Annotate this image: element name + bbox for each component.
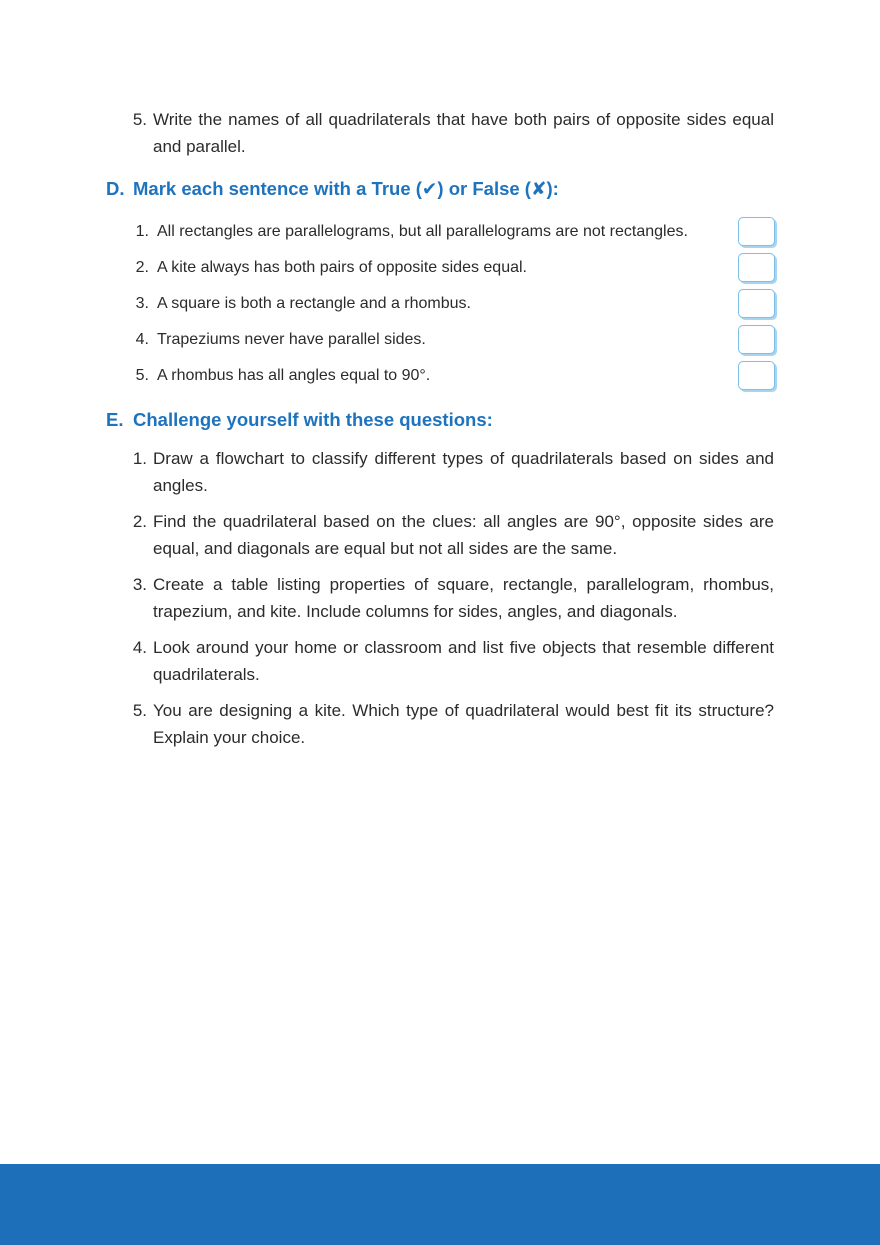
section-e-heading: [106, 407, 774, 433]
question-text: Write the names of all quadrilaterals that have both pairs of opposite sides equal and parallel.: [153, 110, 774, 156]
section-title: Mark each sentence with a True (✔) or False (✘):: [133, 178, 559, 199]
list-item: [106, 445, 774, 499]
question-number: 5.: [132, 110, 147, 129]
answer-box[interactable]: [738, 289, 775, 318]
section-letter: E.: [106, 409, 124, 430]
list-item: [106, 214, 774, 250]
challenge-list: [106, 445, 774, 751]
item-text: Trapeziums never have parallel sides.: [157, 331, 426, 348]
item-number: 1.: [132, 449, 147, 468]
item-number: 4.: [132, 638, 147, 657]
list-item: [106, 358, 774, 394]
item-text: A rhombus has all angles equal to 90°.: [157, 367, 431, 384]
footer-bar: [0, 1164, 880, 1245]
answer-box[interactable]: [738, 361, 775, 390]
item-number: 2.: [135, 259, 149, 276]
list-item: [106, 571, 774, 625]
item-text: A square is both a rectangle and a rhombus.: [157, 295, 471, 312]
item-number: 4.: [135, 331, 149, 348]
prev-question: [106, 106, 774, 160]
item-text: Draw a flowchart to classify different types of quadrilaterals based on sides and angles.: [153, 449, 774, 495]
item-number: 5.: [132, 701, 147, 720]
item-text: A kite always has both pairs of opposite sides equal.: [157, 259, 527, 276]
section-letter: D.: [106, 178, 125, 199]
item-text: All rectangles are parallelograms, but all parallelograms are not rectangles.: [157, 223, 688, 240]
list-item: [106, 508, 774, 562]
item-number: 1.: [135, 223, 149, 240]
list-item: [106, 697, 774, 751]
item-text: Create a table listing properties of square, rectangle, parallelogram, rhombus, trapezium, and kite. Include columns for sides, angles, and diagonals.: [153, 575, 774, 621]
worksheet-content: [106, 106, 774, 760]
item-number: 2.: [132, 512, 147, 531]
list-item: [106, 286, 774, 322]
list-item: [106, 634, 774, 688]
list-item: [106, 322, 774, 358]
item-text: Find the quadrilateral based on the clues: all angles are 90°, opposite sides are equal, and diagonals are equal but not all sides are the same.: [153, 512, 774, 558]
true-false-list: [106, 214, 774, 394]
item-number: 5.: [135, 367, 149, 384]
answer-box[interactable]: [738, 325, 775, 354]
item-number: 3.: [135, 295, 149, 312]
item-text: You are designing a kite. Which type of quadrilateral would best fit its structure? Explain your choice.: [153, 701, 774, 747]
section-d-heading: [106, 176, 774, 202]
answer-box[interactable]: [738, 253, 775, 282]
item-number: 3.: [132, 575, 147, 594]
item-text: Look around your home or classroom and list five objects that resemble different quadrilaterals.: [153, 638, 774, 684]
list-item: [106, 250, 774, 286]
answer-box[interactable]: [738, 217, 775, 246]
section-title: Challenge yourself with these questions:: [133, 409, 493, 430]
